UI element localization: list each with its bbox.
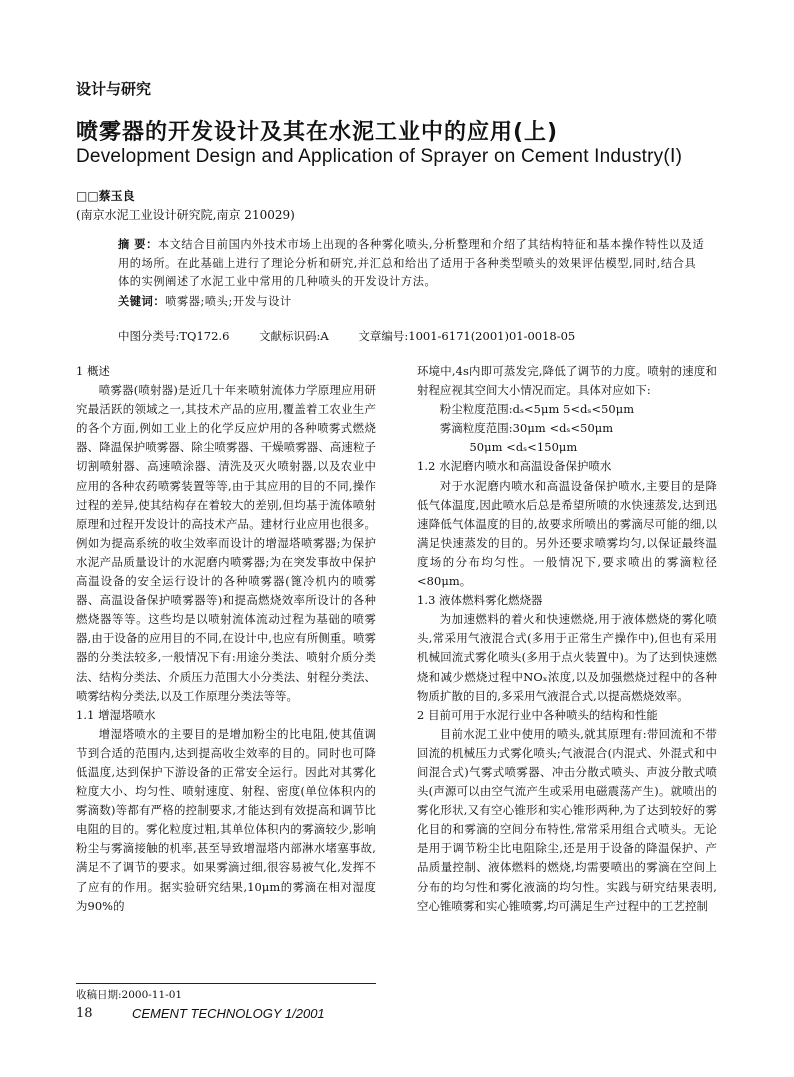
section-heading: 2 目前可用于水泥行业中各种喷头的结构和性能 (417, 707, 658, 722)
abstract (118, 235, 708, 311)
body-paragraph: 环境中,4s内即可蒸发完,降低了调节的力度。喷射的速度和射程应视其空间大小情况而定。具体对应如下: (417, 364, 717, 398)
body-paragraph: 50μm <dₛ<150μm (469, 440, 578, 455)
footnote-divider (76, 983, 376, 984)
body-paragraph: 目前水泥工业中使用的喷头,就其原理有:带回流和不带回流的机械压力式雾化喷头;气液混合(内混式、外混式和中间混合式)气雾式喷雾器、冲击分散式喷头、声波分散式喷头(声源可以由空气流产生或采用电磁震荡产生)。就喷出的雾化形状,又有空心锥形和实心锥形两种,为了达到较好的雾化目的和雾滴的空间分布特性,常常采用组合式喷头。无论是用于调节粉尘比电阻除尘,还是用于设备的降温保护、产品质量控制、液体燃料的燃烧,均需要喷出的雾滴在空间上分布的均匀性和雾化液滴的均匀性。实践与研究结果表明,空心锥喷雾和实心锥喷雾,均可满足生产过程中的工艺控制 (417, 726, 717, 913)
affiliation: (南京水泥工业设计研究院,南京 210029) (76, 208, 295, 222)
abstract-paragraph (118, 235, 708, 292)
body-paragraph: 喷雾器(喷射器)是近几十年来喷射流体力学原理应用研究最活跃的领域之一,其技术产品的应用,覆盖着工农业生产的各个方面,例如工业上的化学反应炉用的各种喷雾式燃烧器、降温保护喷雾器、除尘喷雾器、干燥喷雾器、高速粒子切割喷射器、高速喷涂器、清洗及灭火喷射器,以及农业中应用的各种农药喷雾装置等等,由于其应用的目的不同,操作过程的差异,使其结构存在着较大的差别,但均基于流体喷射原理和过程开发设计的高技术产品。建材行业应用也很多。例如为提高系统的收尘效率而设计的增湿塔喷雾器;为保护水泥产品质量设计的水泥磨内喷雾器;为在突发事故中保护高温设备的安全运行设计的各种喷雾器(篦冷机内的喷雾器、高温设备保护喷雾器等)和提高燃烧效率所设计的各种燃烧器等等。这些均是以喷射流体流动过程为基础的喷雾器,由于设备的应用目的不同,在设计中,也应有所侧重。喷雾器的分类法较多,一般情况下有:用途分类法、喷射介质分类法、结构分类法、介质压力范围大小分类法、射程分类法、喷雾结构分类法,以及工作原理分类法等等。 (76, 383, 376, 703)
abstract-label: 摘 要： (118, 237, 158, 251)
article-title-english: Development Design and Application of Sprayer on Cement Industry(Ⅰ) (76, 146, 683, 167)
section-heading: 1.1 增湿塔喷水 (76, 707, 156, 722)
author: □□蔡玉良 (76, 189, 135, 203)
body-paragraph: 为加速燃料的着火和快速燃烧,用于液体燃烧的雾化喷头,常采用气液混合式(多用于正常生产操作中),但也有采用机械回流式雾化喷头(多用于点火装置中)。为了达到快速燃烧和减少燃烧过程中NOₓ浓度,以及加强燃烧过程中的各种物质扩散的目的,多采用气液混合式,以提高燃烧效率。 (417, 612, 717, 703)
keywords (118, 292, 708, 312)
article-title-chinese: 喷雾器的开发设计及其在水泥工业中的应用(上) (76, 120, 559, 145)
keywords-text: 喷雾器;喷头;开发与设计 (165, 294, 292, 308)
body-paragraph: 增湿塔喷水的主要目的是增加粉尘的比电阻,使其值调节到合适的范围内,达到提高收尘效率的目的。同时也可降低温度,达到保护下游设备的正常安全运行。因此对其雾化粒度大小、均匀性、喷射速度、射程、密度(单位体积内的雾滴数)等都有严格的控制要求,才能达到有效提高和调节比电阻的目的。雾化粒度过粗,其单位体积内的雾滴较少,影响粉尘与雾滴接触的机率,甚至导致增湿塔内部淋水堵塞事故,满足不了调节的要求。如果雾滴过细,很容易被气化,发挥不了应有的作用。据实验研究结果,10μm的雾滴在相对湿度为90%的 (76, 726, 376, 913)
keywords-label: 关键词： (118, 293, 166, 308)
body-paragraph: 粉尘粒度范围:dₛ<5μm 5<dₛ<50μm (439, 402, 635, 417)
body-paragraph: 雾滴粒度范围:30μm <dₛ<50μm (439, 421, 614, 436)
article-number: 文章编号:1001-6171(2001)01-0018-05 (358, 329, 576, 343)
document-code: 文献标识码:A (259, 329, 329, 343)
body-paragraph: 对于水泥磨内喷水和高温设备保护喷水,主要目的是降低气体温度,因此喷水后总是希望所喷的水快速蒸发,达到迅速降低气体温度的目的,故要求所喷出的雾滴尽可能的细,以满足快速蒸发的目的。另外还要求喷雾均匀,以保证最终温度场的分布均匀性。一般情况下,要求喷出的雾滴粒径<80μm。 (417, 478, 717, 589)
abstract-text: 本文结合目前国内外技术市场上出现的各种雾化喷头,分析整理和介绍了其结构特征和基本操作特性以及适用的场所。在此基础上进行了理论分析和研究,并汇总和给出了适用于各种类型喷头的效果评估模型,同时,结合具体的实例阐述了水泥工业中常用的几种喷头的开发设计方法。 (118, 238, 705, 289)
page-number: 18 (76, 1006, 93, 1021)
journal-running-footer: CEMENT TECHNOLOGY 1/2001 (132, 1006, 325, 1021)
received-date-footnote: 收稿日期:2000-11-01 (76, 989, 183, 1001)
article-meta (118, 328, 601, 344)
clc-number: 中图分类号:TQ172.6 (118, 329, 230, 343)
section-heading: 1.2 水泥磨内喷水和高温设备保护喷水 (417, 459, 612, 474)
section-tag: 设计与研究 (76, 80, 152, 98)
body-column-left (76, 362, 376, 916)
section-heading: 1.3 液体燃料雾化燃烧器 (417, 593, 543, 608)
body-column-right (417, 362, 717, 916)
section-heading: 1 概述 (76, 364, 111, 378)
